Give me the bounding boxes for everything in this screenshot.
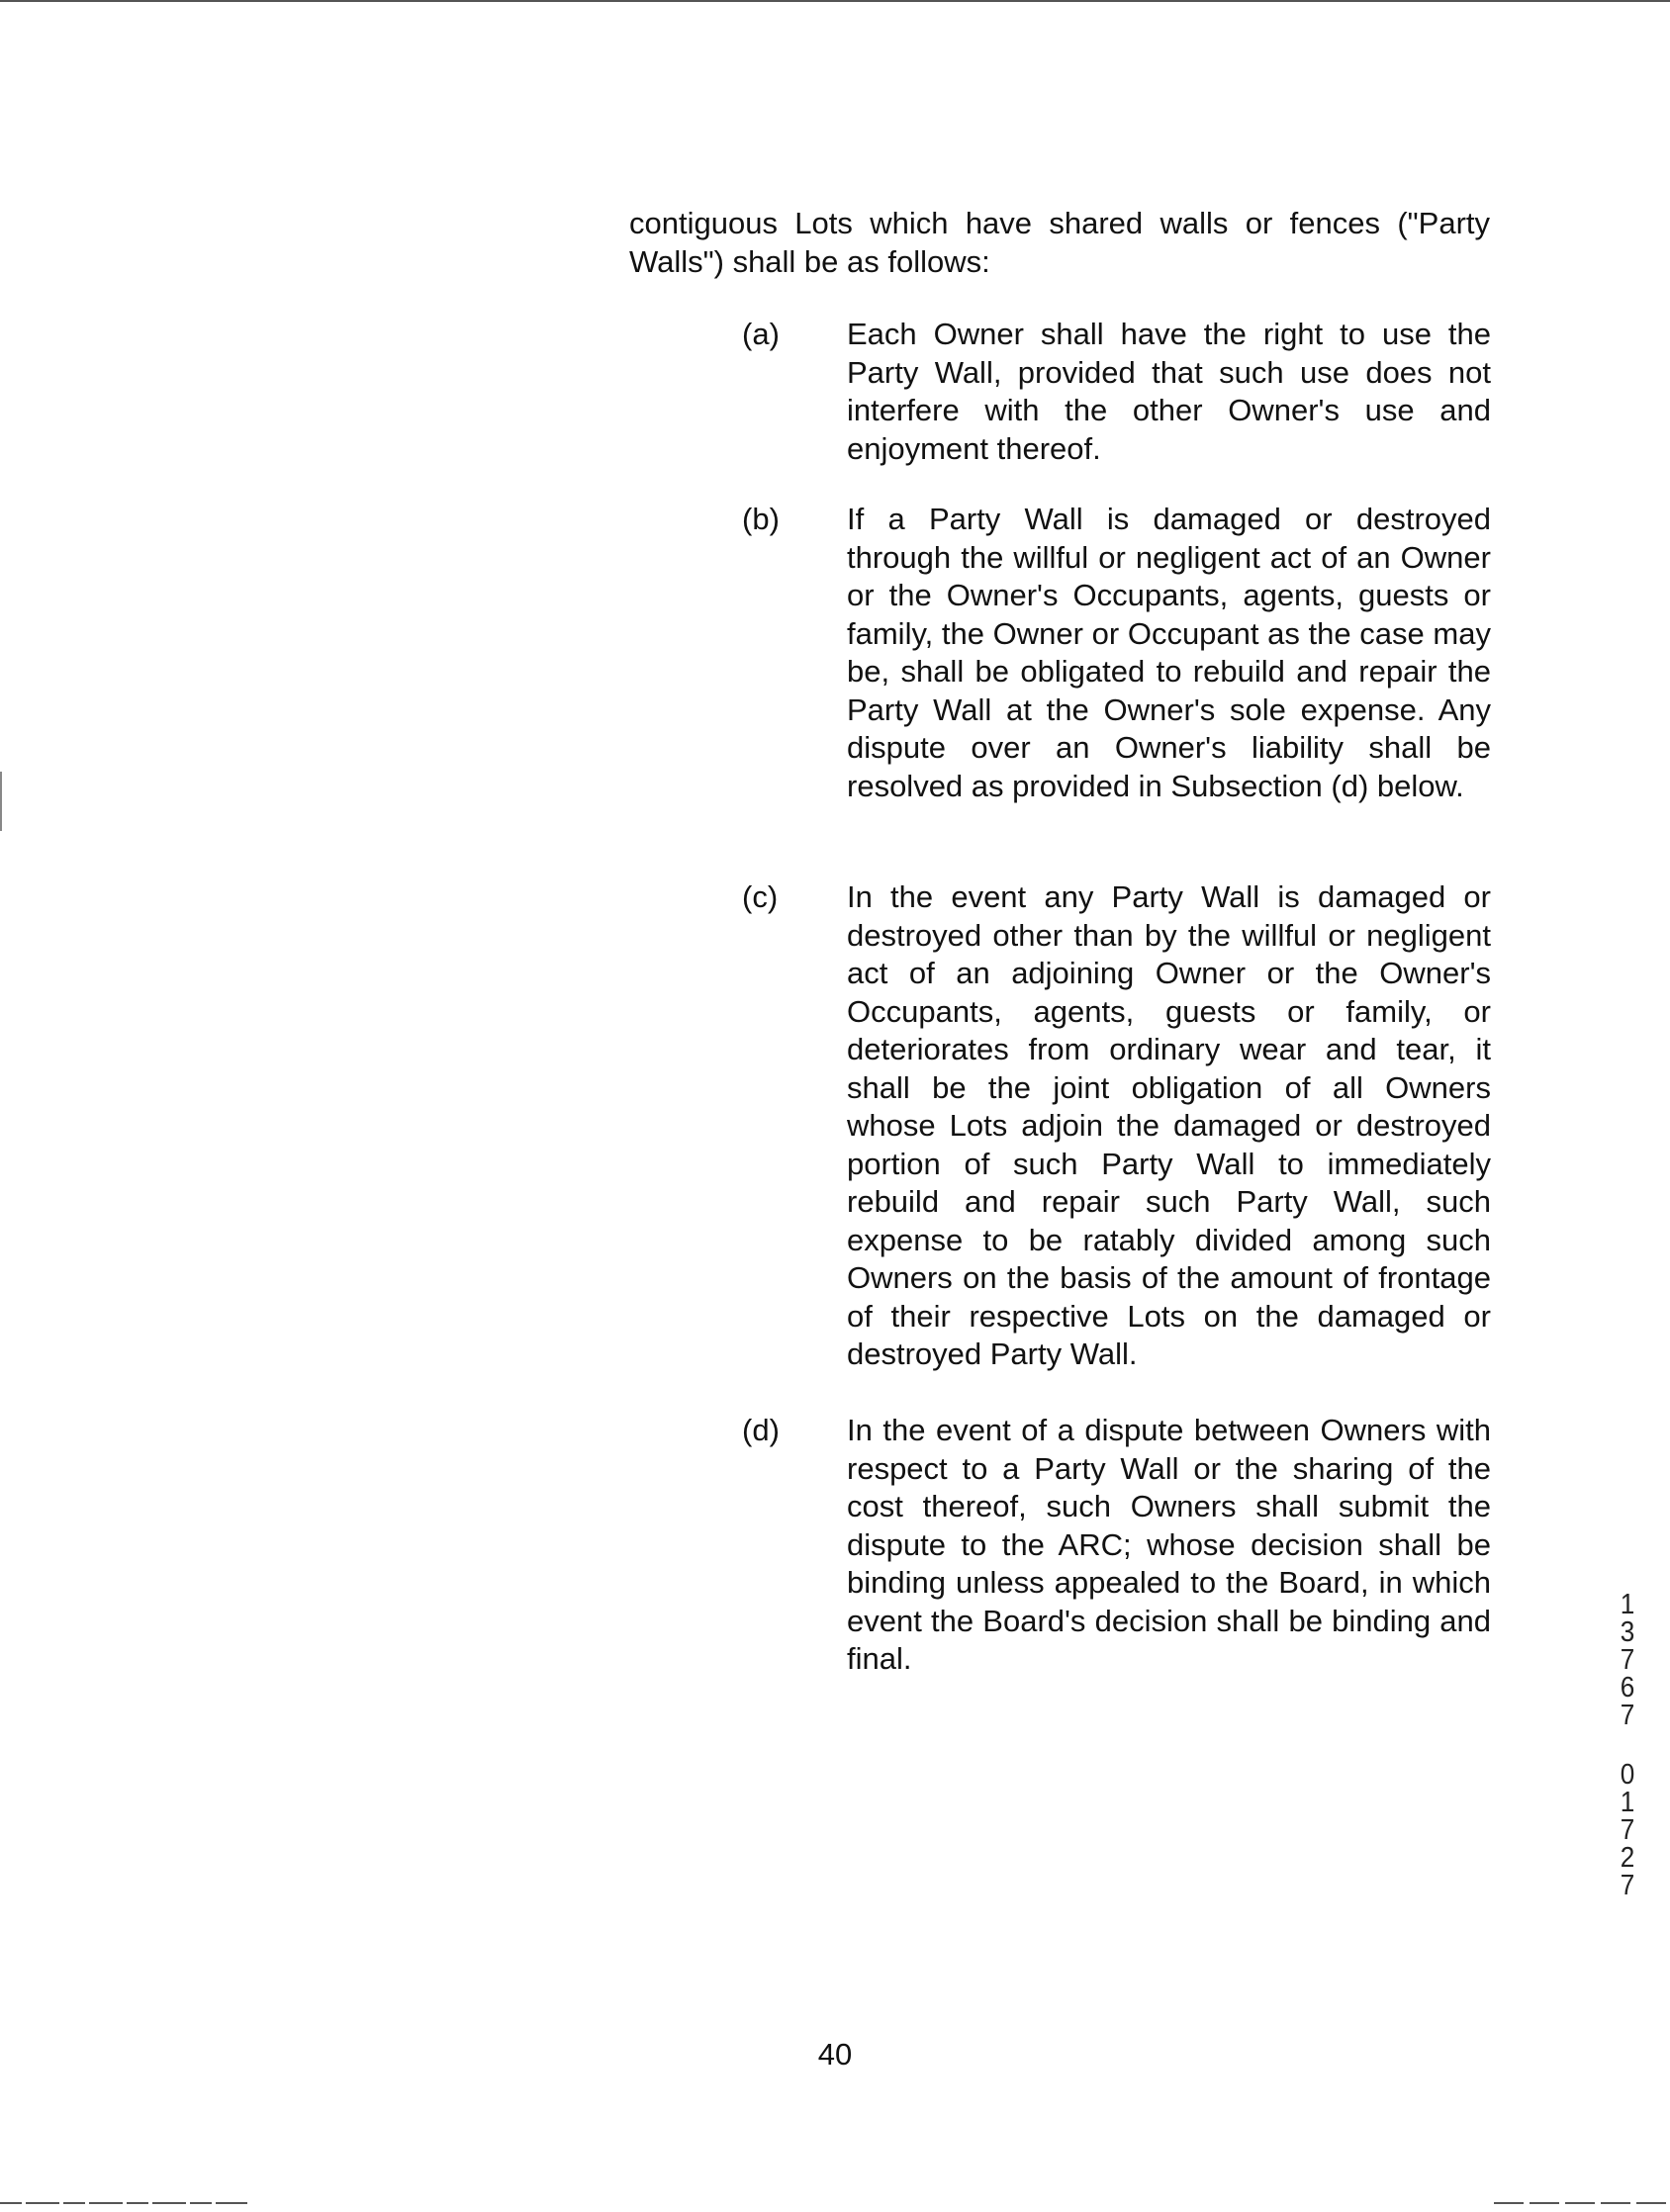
recording-page-digit: 0 [1620, 1759, 1635, 1791]
scan-border-left-mark [0, 772, 2, 831]
intro-paragraph: contiguous Lots which have shared walls or fences ("Party Walls") shall be as follows: [629, 206, 1490, 279]
clause-text: In the event any Party Wall is damaged or destroyed other than by the willful or negligent act of an adjoining Owner or the Owner's Occupants, agents, guests or family, or deteriorates from ordinary wear and tear, it shall be the joint obligation of all Owners whose Lots adjoin the damaged or destroyed portion of such Party Wall to immediately rebuild and repair such Party Wall, such expense to be ratably divided among such Owners on the basis of the amount of frontage of their respective Lots on the damaged or destroyed Party Wall. [847, 879, 1491, 1371]
recording-book-digit: 3 [1620, 1616, 1635, 1648]
clause-label: (a) [742, 317, 780, 351]
clause-label: (c) [742, 879, 779, 914]
recording-page-digit: 2 [1620, 1842, 1635, 1874]
recording-book-digit: 7 [1620, 1644, 1635, 1676]
recording-number-gap [1615, 1729, 1641, 1761]
recording-book-digit: 7 [1620, 1700, 1635, 1731]
recording-page-digit: 7 [1620, 1870, 1635, 1901]
scan-border-bottom-left [0, 2202, 247, 2204]
clause-text: If a Party Wall is damaged or destroyed through the willful or negligent act of an Owner or the Owner's Occupants, agents, guests or family, the Owner or Occupant as the case may be, shall be obligated to rebuild and repair the Party Wall at the Owner's sole expense. Any dispute over an Owner's liability shall be resolved as provided in Subsection (d) below. [847, 502, 1491, 803]
clause-text: In the event of a dispute between Owners with respect to a Party Wall or the sharing of the cost thereof, such Owners shall submit the dispute to the ARC; whose decision shall be binding unless appealed to the Board, in which event the Board's decision shall be binding and final. [847, 1413, 1491, 1676]
clause-label: (b) [742, 502, 780, 536]
recording-book-digit: 1 [1620, 1589, 1635, 1620]
scan-border-bottom-right [1494, 2202, 1670, 2204]
recording-book-digit: 6 [1620, 1672, 1635, 1704]
clause-label: (d) [742, 1413, 780, 1447]
recording-number-stamp [1615, 1591, 1641, 1899]
clause-text: Each Owner shall have the right to use the Party Wall, provided that such use does not interfere with the other Owner's use and enjoyment thereof. [847, 317, 1491, 466]
recording-page-digit: 7 [1620, 1814, 1635, 1846]
page-number: 40 [817, 2037, 853, 2072]
scan-border-top [0, 0, 1670, 2]
recording-page-digit: 1 [1620, 1787, 1635, 1818]
